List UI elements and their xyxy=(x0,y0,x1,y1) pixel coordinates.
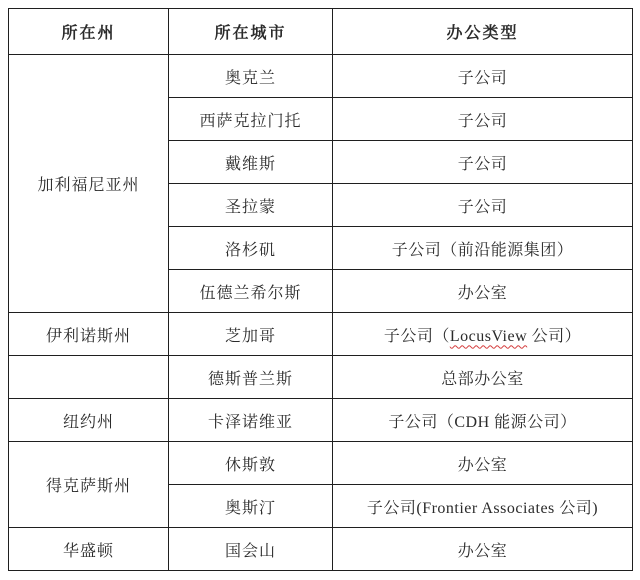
office-cell: 办公室 xyxy=(333,528,633,571)
header-city: 所在城市 xyxy=(169,9,333,55)
office-cell: 子公司 xyxy=(333,98,633,141)
office-cell: 子公司（CDH 能源公司） xyxy=(333,399,633,442)
state-cell: 华盛顿 xyxy=(9,528,169,571)
office-cell: 子公司 xyxy=(333,141,633,184)
table-row xyxy=(9,528,633,571)
city-cell: 洛杉矶 xyxy=(169,227,333,270)
state-cell: 加利福尼亚州 xyxy=(9,55,169,313)
state-cell: 得克萨斯州 xyxy=(9,442,169,528)
office-locations-table xyxy=(8,8,633,571)
city-cell: 卡泽诺维亚 xyxy=(169,399,333,442)
city-cell: 伍德兰希尔斯 xyxy=(169,270,333,313)
state-cell: 纽约州 xyxy=(9,399,169,442)
header-row xyxy=(9,9,633,55)
office-text-suffix: 公司） xyxy=(527,327,582,345)
city-cell: 德斯普兰斯 xyxy=(169,356,333,399)
office-cell: 子公司(Frontier Associates 公司) xyxy=(333,485,633,528)
table-row xyxy=(9,313,633,356)
city-cell: 圣拉蒙 xyxy=(169,184,333,227)
table-row xyxy=(9,442,633,485)
office-cell: 办公室 xyxy=(333,442,633,485)
state-cell: 伊利诺斯州 xyxy=(9,313,169,356)
office-cell: 总部办公室 xyxy=(333,356,633,399)
city-cell: 西萨克拉门托 xyxy=(169,98,333,141)
table-row xyxy=(9,356,633,399)
state-cell-empty xyxy=(9,356,169,399)
header-state: 所在州 xyxy=(9,9,169,55)
table-row xyxy=(9,55,633,98)
city-cell: 芝加哥 xyxy=(169,313,333,356)
office-text-prefix: 子公司（ xyxy=(383,327,450,345)
office-cell: 子公司 xyxy=(333,184,633,227)
city-cell: 奥克兰 xyxy=(169,55,333,98)
office-cell: 子公司（前沿能源集团） xyxy=(333,227,633,270)
city-cell: 国会山 xyxy=(169,528,333,571)
city-cell: 休斯敦 xyxy=(169,442,333,485)
table-row xyxy=(9,399,633,442)
office-cell: 子公司 xyxy=(333,55,633,98)
city-cell: 戴维斯 xyxy=(169,141,333,184)
header-office-type: 办公类型 xyxy=(333,9,633,55)
city-cell: 奥斯汀 xyxy=(169,485,333,528)
office-cell: 办公室 xyxy=(333,270,633,313)
office-cell xyxy=(333,313,633,356)
spellcheck-flagged-word: LocusView xyxy=(449,327,528,345)
